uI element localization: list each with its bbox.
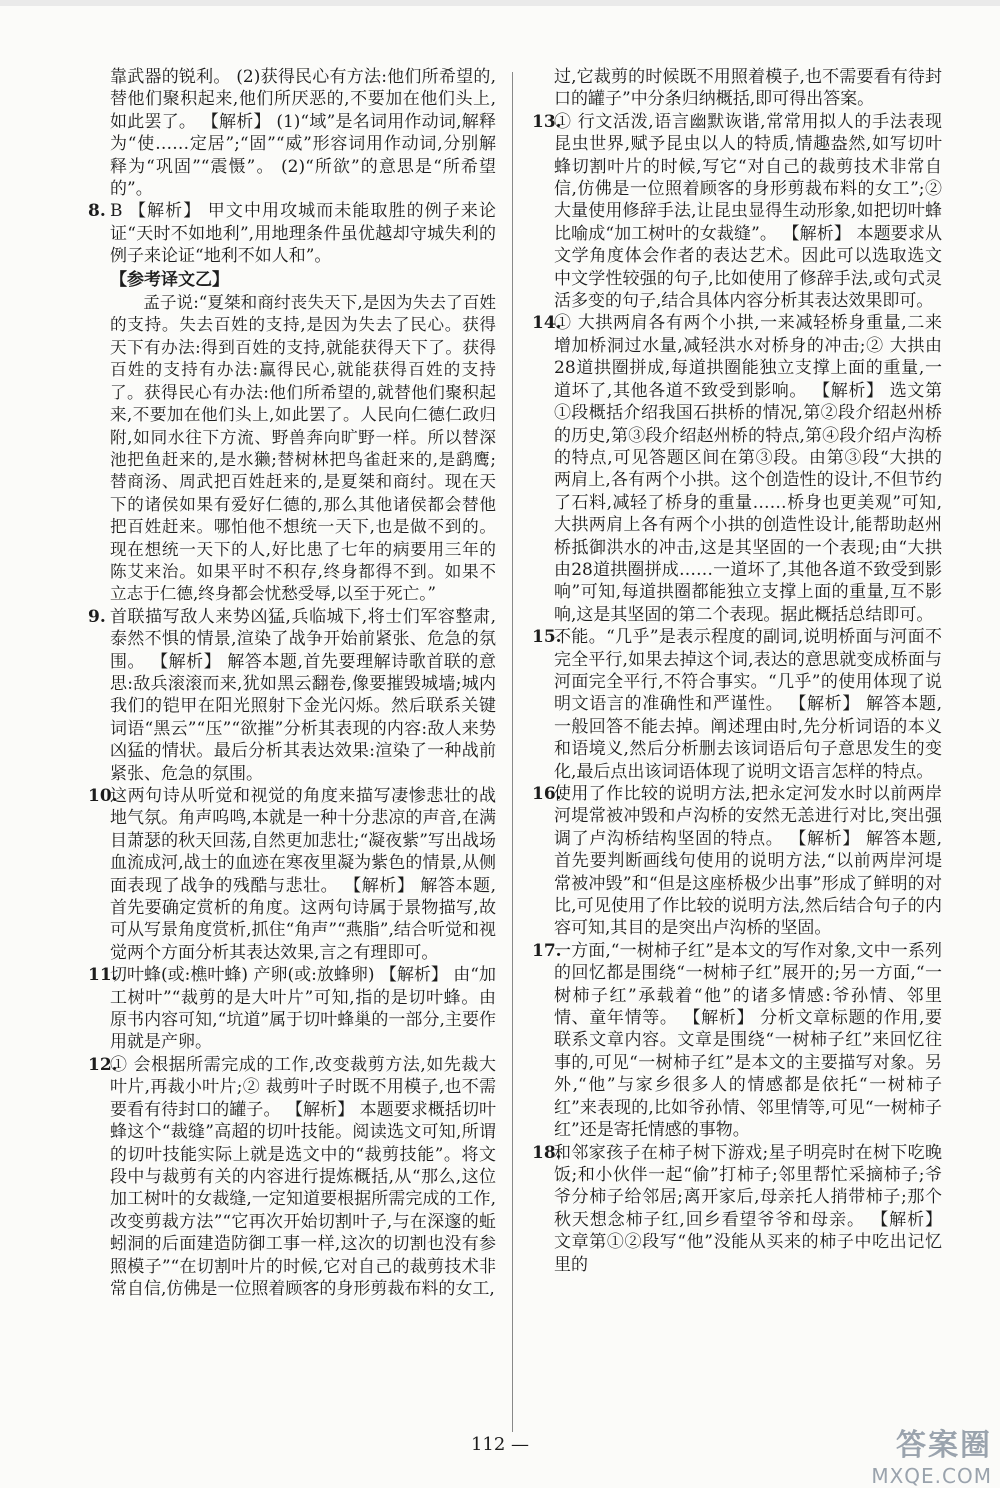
answer-8 bbox=[88, 200, 496, 267]
answer-text: 首联描写敌人来势凶猛,兵临城下,将士们军容整肃,泰然不惧的情景,渲染了战争开始前紧张、危急的氛围。 【解析】 解答本题,首先要理解诗歌首联的意思:敌兵滚滚而来,犹如黑云翻卷,像要摧毁城墙;城内我们的铠甲在阳光照射下金光闪烁。然后联系关键词语“黑云”“压”“欲摧”分析其表现的内容:敌人来势凶猛的情状。最后分析其表达效果:渲染了一种战前紧张、危急的氛围。 bbox=[110, 606, 496, 784]
answer-text: ① 行文活泼,语言幽默诙谐,常常用拟人的手法表现昆虫世界,赋予昆虫以人的特质,情趣盎然,如写切叶蜂切割叶片的时候,写它“对自己的裁剪技术非常自信,仿佛是一位照着顾客的身形剪裁布料的女工”;② 大量使用修辞手法,让昆虫显得生动形象,如把切叶蜂比喻成“加工树叶的女裁缝”。 【解析】 本题要求从文学角度体会作者的表达艺术。因此可以选取选文中文学性较强的句子,比如使用了修辞手法,或句式灵活多变的句子,结合具体内容分析其表达效果即可。 bbox=[554, 111, 942, 312]
answer-number: 14. bbox=[532, 313, 562, 334]
watermark-logo: 答案圈 bbox=[896, 1428, 992, 1463]
answer-number: 11. bbox=[88, 965, 118, 986]
answer-text: 切叶蜂(或:樵叶蜂) 产卵(或:放蜂卵) 【解析】 由“加工树叶”“裁剪的是大叶片”可知,指的是切叶蜂。由原书内容可知,“坑道”属于切叶蜂巢的一部分,主要作用就是产卵。 bbox=[110, 965, 496, 1053]
answer-text: 使用了作比较的说明方法,把永定河发水时以前两岸河堤常被冲毁和卢沟桥的安然无恙进行对比,突出强调了卢沟桥结构坚固的特点。 【解析】 解答本题,首先要判断画线句使用的说明方法,“以前两岸河堤常被冲毁”和“但是这座桥极少出事”形成了鲜明的对比,可见使用了作比较的说明方法,然后结合句子的内容可知,其目的是突出卢沟桥的坚固。 bbox=[554, 784, 942, 939]
answer-text: ① 大拱两肩各有两个小拱,一来减轻桥身重量,二来增加桥洞过水量,减轻洪水对桥身的冲击;② 大拱由28道拱圈拼成,每道拱圈能独立支撑上面的重量,一道坏了,其他各道不致受到影响。 【解析】 选文第①段概括介绍我国石拱桥的情况,第②段介绍赵州桥的历史,第③段介绍赵州桥的特点,第④段介绍卢沟桥的特点,可见答题区间在第③段。由第③段“大拱的两肩上,各有两个小拱。这个创造性的设计,不但节约了石料,减轻了桥身的重量……桥身也更美观”可知,大拱两肩上各有两个小拱的创造性设计,能帮助赵州桥抵御洪水的冲击,这是其坚固的一个表现;由“大拱由28道拱圈拼成……一道坏了,其他各道不致受到影响”可知,每道拱圈都能独立支撑上面的重量,互不影响,这是其坚固的第二个表现。据此概括总结即可。 bbox=[554, 313, 942, 625]
answer-text: ① 会根据所需完成的工作,改变裁剪方法,如先裁大叶片,再裁小叶片;② 裁剪叶子时既不用模子,也不需要看有待封口的罐子。 【解析】 本题要求概括切叶蜂这个“裁缝”高超的切叶技能。阅读选文可知,所谓的切叶技能实际上就是选文中的“裁剪技能”。将文段中与裁剪有关的内容进行提炼概括,从“那么,这位加工树叶的女裁缝,一定知道要根据所需完成的工作,改变剪裁方法”“它再次开始切割叶子,与在深邃的蚯蚓洞的后面建造防御工事一样,这次的切割也没有参照模子”“在切割叶片的时候,它对自己的裁剪技术非常自信,仿佛是一位照着顾客的身形剪裁布料的女工, bbox=[110, 1054, 496, 1299]
answer-number: 18. bbox=[532, 1142, 562, 1163]
page-number: 112 — bbox=[470, 1434, 530, 1455]
translation-heading: 【参考译文乙】 bbox=[110, 269, 229, 290]
answer-text: 不能。“几乎”是表示程度的副词,说明桥面与河面不完全平行,如果去掉这个词,表达的意思就变成桥面与河面完全平行,不符合事实。“几乎”的使用体现了说明文语言的准确性和严谨性。 【解析】 解答本题,一般回答不能去掉。阐述理由时,先分析词语的本义和语境义,然后分析删去该词语后句子意思发生的变化,最后点出该词语体现了说明文语言怎样的特点。 bbox=[554, 627, 942, 782]
column-divider bbox=[512, 72, 513, 1432]
answer-12-continued: 过,它裁剪的时候既不用照着模子,也不需要看有待封口的罐子”中分条归纳概括,即可得出答案。 bbox=[554, 67, 942, 110]
answer-text: B 【解析】 甲文中用攻城而未能取胜的例子来论证“天时不如地利”,用地理条件虽优越却守城失利的例子来论证“地利不如人和”。 bbox=[110, 201, 496, 267]
translation-text: 孟子说:“夏桀和商纣丧失天下,是因为失去了百姓的支持。失去百姓的支持,是因为失去了民心。获得天下有办法:得到百姓的支持,就能获得天下了。获得百姓的支持有办法:赢得民心,就能获得百姓的支持了。获得民心有办法:他们所希望的,就替他们聚积起来,不要加在他们头上,如此罢了。人民向仁德仁政归附,如同水往下方流、野兽奔向旷野一样。所以替深池把鱼赶来的,是水獭;替树林把鸟雀赶来的,是鹞鹰;替商汤、周武把百姓赶来的,是夏桀和商纣。现在天下的诸侯如果有爱好仁德的,那么其他诸侯都会替他把百姓赶来。哪怕他不想统一天下,也是做不到的。现在想统一天下的人,好比患了七年的病要用三年的陈艾来治。如果平时不积存,终身都得不到。如果不立志于仁德,终身都会忧愁受辱,以至于死亡。” bbox=[110, 293, 496, 604]
answer-number: 10. bbox=[88, 786, 118, 806]
answer-text: 这两句诗从听觉和视觉的角度来描写凄惨悲壮的战地气氛。角声呜鸣,本就是一种十分悲凉的声音,在满目萧瑟的秋天回荡,自然更加悲壮;“凝夜紫”写出战场血流成河,战士的血迹在寒夜里凝为紫色的情景,从侧面表现了战争的残酷与悲壮。 【解析】 解答本题,首先要确定赏析的角度。这两句诗属于景物描写,故可从写景角度赏析,抓住“角声”“燕脂”,结合听觉和视觉两个方面分析其表达效果,言之有理即可。 bbox=[110, 786, 496, 963]
answer-text: 和邻家孩子在柿子树下游戏;星子明亮时在树下吃晚饭;和小伙伴一起“偷”打柿子;邻里帮忙采摘柿子;爷爷分柿子给邻居;离开家后,母亲托人捎带柿子;那个秋天想念柿子红,回乡看望爷爷和母亲。 【解析】 文章第①②段写“他”没能从买来的柿子中吃出记忆里的 bbox=[554, 1142, 942, 1275]
watermark bbox=[842, 1420, 992, 1488]
answer-number: 9. bbox=[88, 606, 106, 627]
answer-10 bbox=[88, 785, 496, 964]
left-column bbox=[88, 66, 496, 1300]
answer-9 bbox=[88, 606, 496, 785]
scan-edge bbox=[0, 0, 1000, 6]
answer-number: 15. bbox=[532, 627, 562, 648]
answer-15 bbox=[532, 626, 942, 783]
answer-17 bbox=[532, 940, 942, 1142]
answer-7-continued: 靠武器的锐利。 (2)获得民心有方法:他们所希望的,替他们聚积起来,他们所厌恶的,不要加在他们头上,如此罢了。 【解析】 (1)“域”是名词用作动词,解释为“使……定居”;“固”“威”形容词用作动词,分别解释为“巩固”“震慑”。 (2)“所欲”的意思是“所希望的”。 bbox=[110, 67, 496, 200]
answer-11 bbox=[88, 964, 496, 1054]
answer-number: 16. bbox=[532, 784, 562, 804]
answer-number: 12. bbox=[88, 1054, 118, 1075]
answer-16 bbox=[532, 783, 942, 940]
answer-18 bbox=[532, 1142, 942, 1276]
watermark-url: MXQE.COM bbox=[871, 1464, 992, 1488]
answer-number: 13. bbox=[532, 111, 562, 132]
answer-12 bbox=[88, 1054, 496, 1300]
answer-number: 17. bbox=[532, 940, 562, 961]
answer-text: 一方面,“一树柿子红”是本文的写作对象,文中一系列的回忆都是围绕“一树柿子红”展开的;另一方面,“一树柿子红”承载着“他”的诸多情感:爷孙情、邻里情、童年情等。 【解析】 分析文章标题的作用,要联系文章内容。文章是围绕“一树柿子红”来回忆往事的,可见“一树柿子红”是本文的主要描写对象。另外,“他”与家乡很多人的情感都是依托“一树柿子红”来表现的,比如爷孙情、邻里情等,可见“一树柿子红”还是寄托情感的事物。 bbox=[554, 940, 942, 1141]
answer-13 bbox=[532, 111, 942, 313]
answer-14 bbox=[532, 312, 942, 626]
answer-number: 8. bbox=[88, 201, 106, 222]
right-column bbox=[532, 66, 942, 1276]
